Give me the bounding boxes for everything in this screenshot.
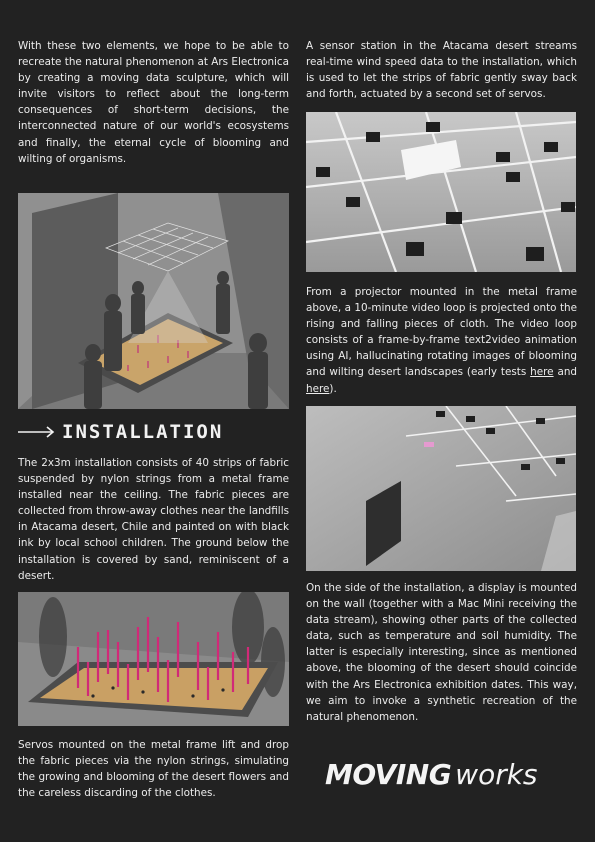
installation-paragraph: The 2x3m installation consists of 40 strips of fabric suspended by nylon strings from a metal frame installed near the ceiling. The fabric pieces are collected from throw-away clothes near the landfills in Atacama desert, Chile and painted on with black ink by local school children. The ground below the installation is covered by sand, reminiscent of a desert.: [18, 457, 289, 582]
fabric-strips-render: [18, 592, 289, 726]
projector-paragraph: [306, 284, 577, 397]
installation-heading: [18, 420, 223, 444]
projector-and: and: [553, 366, 577, 379]
logo-bold: MOVING: [325, 758, 452, 791]
projector-text: From a projector mounted in the metal frame above, a 10-minute video loop is projected onto the rising and falling pieces of cloth. The video loop consists of a frame-by-frame text2video animation using AI, hallucinating rotating images of blooming and wilting desert landscapes (early tests: [306, 286, 577, 379]
intro-paragraph: With these two elements, we hope to be able to recreate the natural phenomenon at Ars Electronica by creating a moving data sculpture, which will invite visitors to reflect about the long-term consequences of short-term decisions, the interconnected nature of our world's ecosystems and finally, the eternal cycle of blooming and wilting of organisms.: [18, 40, 289, 165]
display-paragraph: On the side of the installation, a display is mounted on the wall (together with a Mac Mini receiving the data stream), showing other parts of the collected data, such as temperature and soil humidity. The latter is especially interesting, since as mentioned above, the blooming of the desert should coincide with the Ars Electronica exhibition dates. This way, we aim to invoke a synthetic recreation of the natural phenomenon.: [306, 582, 577, 723]
servos-paragraph: Servos mounted on the metal frame lift and drop the fabric pieces via the nylon strings, simulating the growing and blooming of the desert flowers and the careless discarding of the clothes.: [18, 739, 289, 800]
early-test-link-1[interactable]: here: [530, 366, 554, 379]
frame-closeup-render: [306, 112, 576, 272]
installation-overview-render: [18, 193, 289, 409]
arrow-right-icon: [18, 426, 56, 438]
early-test-link-2[interactable]: here: [306, 382, 330, 395]
movingworks-logo: [325, 758, 538, 798]
projector-end: ).: [329, 382, 337, 395]
sensor-paragraph: A sensor station in the Atacama desert streams real-time wind speed data to the installation, which is used to let the strips of fabric gently sway back and forth, actuated by a second set of servos.: [306, 40, 577, 101]
display-wall-render: [306, 406, 576, 571]
section-title: INSTALLATION: [62, 421, 224, 443]
logo-light: works: [455, 758, 538, 791]
